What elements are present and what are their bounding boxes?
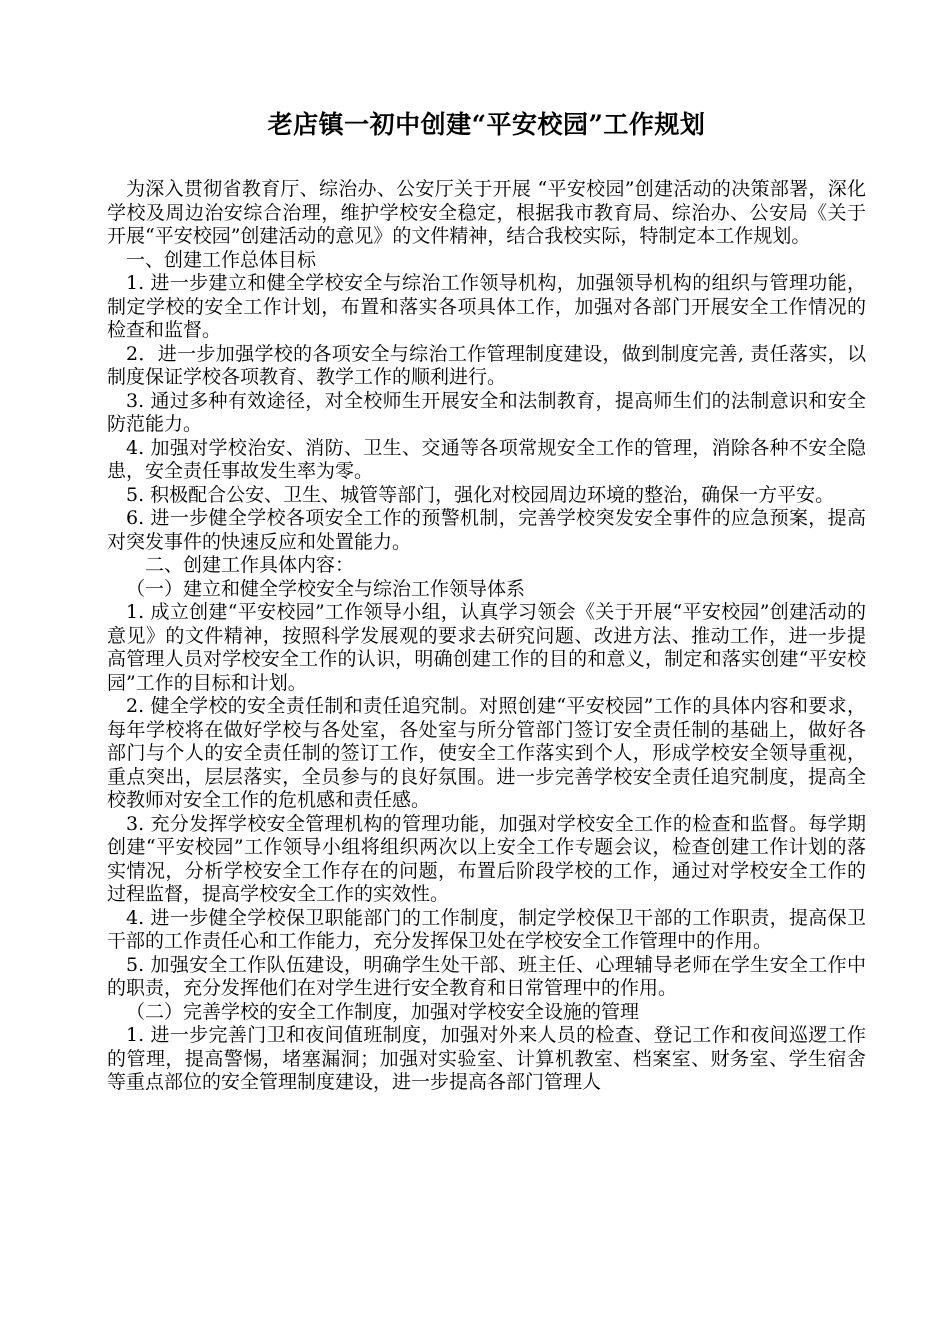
- document-body: [107, 178, 866, 1095]
- document-page: [107, 108, 866, 1095]
- list-item: 5. 加强安全工作队伍建设，明确学生处干部、班主任、心理辅导老师在学生安全工作中的职责，充分发挥他们在对学生进行安全教育和日常管理中的作用。: [107, 953, 866, 999]
- list-item: 4. 进一步健全学校保卫职能部门的工作制度，制定学校保卫干部的工作职责，提高保卫干部的工作责任心和工作能力，充分发挥保卫处在学校安全工作管理中的作用。: [107, 906, 866, 952]
- list-item: 6. 进一步健全学校各项安全工作的预警机制，完善学校突发安全事件的应急预案，提高对突发事件的快速反应和处置能力。: [107, 507, 866, 553]
- list-item: 3. 充分发挥学校安全管理机构的管理功能，加强对学校安全工作的检查和监督。每学期创建“平安校园”工作领导小组将组织两次以上安全工作专题会议，检查创建工作计划的落实情况，分析学校安全工作存在的问题，布置后阶段学校的工作，通过对学校安全工作的过程监督，提高学校安全工作的实效性。: [107, 812, 866, 905]
- section-heading: 二、创建工作具体内容：: [145, 554, 355, 576]
- intro-paragraph: 为深入贯彻省教育厅、综治办、公安厅关于开展 “平安校园”创建活动的决策部署，深化学校及周边治安综合治理，维护学校安全稳定，根据我市教育局、综治办、公安局《关于开展“平安校园”创建活动的意见》的文件精神，结合我校实际，特制定本工作规划。: [107, 178, 866, 247]
- list-item: 4. 加强对学校治安、消防、卫生、交通等各项常规安全工作的管理，消除各种不安全隐患，安全责任事故发生率为零。: [107, 436, 866, 482]
- section-heading: 一、创建工作总体目标: [126, 248, 317, 271]
- list-item: 1. 进一步完善门卫和夜间值班制度，加强对外来人员的检查、登记工作和夜间巡逻工作的管理，提高警惕，堵塞漏洞；加强对实验室、计算机教室、档案室、财务室、学生宿舍等重点部位的安全管理制度建设，进一步提高各部门管理人: [107, 1024, 866, 1093]
- list-item: 1. 进一步建立和健全学校安全与综治工作领导机构，加强领导机构的组织与管理功能，制定学校的安全工作计划，布置和落实各项具体工作，加强对各部门开展安全工作情况的检查和监督。: [107, 272, 866, 341]
- list-item: 2. 健全学校的安全责任制和责任追究制。对照创建“平安校园”工作的具体内容和要求，每年学校将在做好学校与各处室，各处室与所分管部门签订安全责任制的基础上，做好各部门与个人的安全责任制的签订工作，使安全工作落实到个人，形成学校安全领导重视，重点突出，层层落实，全员参与的良好氛围。进一步完善学校安全责任追究制度，提高全校教师对安全工作的危机感和责任感。: [107, 695, 866, 811]
- list-item: 3. 通过多种有效途径，对全校师生开展安全和法制教育，提高师生们的法制意识和安全防范能力。: [107, 389, 866, 435]
- document-title: 老店镇一初中创建“平安校园”工作规划: [267, 110, 706, 139]
- subsection-heading: （一）建立和健全学校安全与综治工作领导体系: [126, 577, 526, 600]
- list-item: 2．进一步加强学校的各项安全与综治工作管理制度建设，做到制度完善, 责任落实，以制度保证学校各项教育、教学工作的顺利进行。: [107, 342, 866, 388]
- list-item: 5. 积极配合公安、卫生、城管等部门，强化对校园周边环境的整治，确保一方平安。: [126, 483, 835, 506]
- subsection-heading: （二）完善学校的安全工作制度，加强对学校安全设施的管理: [126, 1000, 640, 1023]
- list-item: 1. 成立创建“平安校园”工作领导小组，认真学习领会《关于开展“平安校园”创建活动的意见》的文件精神，按照科学发展观的要求去研究问题、改进方法、推动工作，进一步提高管理人员对学校安全工作的认识，明确创建工作的目的和意义，制定和落实创建“平安校园”工作的目标和计划。: [107, 601, 866, 694]
